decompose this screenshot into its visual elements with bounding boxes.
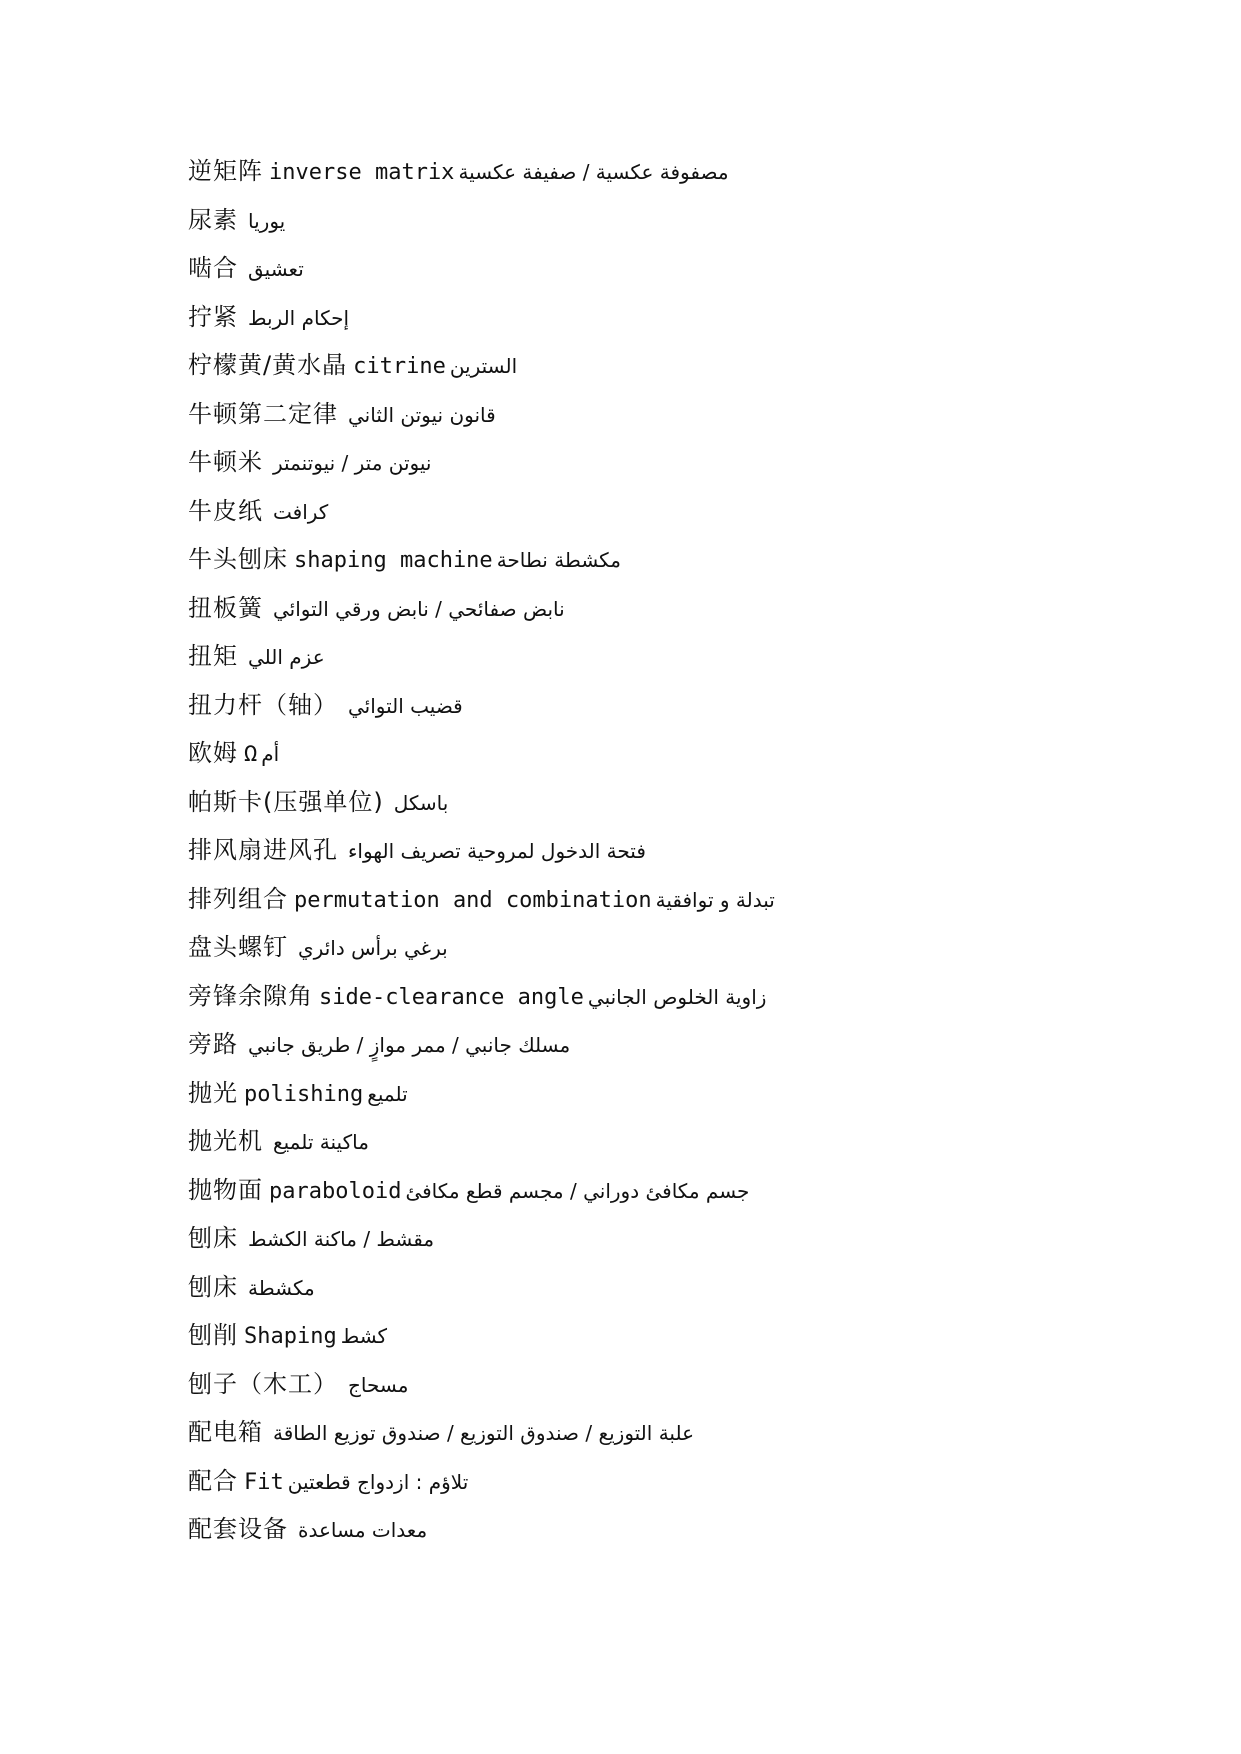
arabic-term: كرافت: [273, 499, 329, 524]
chinese-term: 扭矩: [188, 642, 238, 670]
glossary-entry: [188, 1029, 1188, 1078]
chinese-term: 配套设备: [188, 1515, 288, 1543]
chinese-term: 抛物面: [188, 1175, 263, 1204]
english-term: side-clearance angle: [319, 984, 584, 1010]
chinese-term: 逆矩阵: [188, 157, 263, 185]
chinese-term: 盘头螺钉: [188, 933, 288, 961]
glossary-entry: [188, 253, 1188, 302]
arabic-term: قضيب التوائي: [348, 693, 463, 718]
arabic-term: باسكل: [393, 790, 449, 815]
arabic-term: نابض صفائحي / نابض ورقي التوائي: [273, 596, 565, 621]
arabic-term: تلميع: [367, 1081, 408, 1106]
arabic-term: جسم مكافئ دوراني / مجسم قطع مكافئ: [405, 1178, 750, 1203]
chinese-term: 拧紧: [188, 302, 238, 331]
glossary-entry: [188, 1514, 1188, 1563]
glossary-entry: [188, 593, 1188, 642]
chinese-term: 柠檬黄/黄水晶: [188, 351, 348, 379]
arabic-term: فتحة الدخول لمروحية تصريف الهواء: [348, 839, 646, 863]
chinese-term: 配电箱: [188, 1418, 263, 1446]
glossary-entry: [188, 1126, 1188, 1175]
glossary-entry: [188, 981, 1188, 1030]
english-term: Shaping: [244, 1324, 337, 1349]
chinese-term: 抛光机: [188, 1127, 263, 1155]
arabic-term: إحكام الربط: [248, 305, 350, 330]
arabic-term: مكشطة: [248, 1275, 315, 1300]
english-term: polishing: [244, 1081, 364, 1107]
english-term: inverse matrix: [269, 160, 455, 185]
glossary-entry: [188, 496, 1188, 545]
glossary-entry: [188, 738, 1188, 787]
chinese-term: 牛顿第二定律: [188, 399, 338, 428]
english-term: shaping machine: [294, 548, 493, 573]
glossary-entry: [188, 1175, 1188, 1224]
glossary-entry: [188, 787, 1188, 836]
glossary-entry: [188, 1272, 1188, 1321]
glossary-entry: [188, 1320, 1188, 1369]
chinese-term: 排列组合: [188, 884, 288, 913]
chinese-term: 啮合: [188, 254, 238, 282]
chinese-term: 刨子（木工）: [188, 1369, 338, 1398]
english-term: citrine: [353, 354, 446, 379]
glossary-entry: [188, 690, 1188, 739]
chinese-term: 刨床: [188, 1224, 238, 1252]
chinese-term: 欧姆: [188, 739, 238, 767]
glossary-entry: [188, 884, 1188, 933]
arabic-term: تبدلة و توافقية: [655, 887, 775, 912]
arabic-term: السترين: [449, 354, 518, 378]
chinese-term: 帕斯卡(压强单位): [188, 787, 384, 816]
glossary-entry: [188, 1078, 1188, 1127]
chinese-term: 刨削: [188, 1321, 238, 1349]
chinese-term: 扭板簧: [188, 593, 263, 622]
chinese-term: 排风扇进风孔: [188, 836, 338, 864]
english-term: permutation and combination: [294, 887, 652, 913]
arabic-term: مسلك جانبي / ممر موازٍ / طريق جانبي: [248, 1033, 571, 1057]
arabic-term: تلاؤم : ازدواج قطعتين: [287, 1469, 469, 1494]
chinese-term: 尿素: [188, 205, 238, 234]
arabic-term: علبة التوزيع / صندوق التوزيع / صندوق توزيع الطاقة: [273, 1421, 695, 1445]
english-term: Ω: [244, 742, 258, 767]
arabic-term: مكشطة نطاحة: [496, 548, 621, 572]
arabic-term: تعشيق: [248, 257, 304, 281]
glossary-entry: [188, 205, 1188, 254]
chinese-term: 牛顿米: [188, 448, 263, 476]
glossary-entry: [188, 835, 1188, 884]
arabic-term: ماكينة تلميع: [273, 1130, 369, 1154]
arabic-term: مقشط / ماكنة الكشط: [248, 1227, 435, 1251]
glossary-entry: [188, 399, 1188, 448]
english-term: paraboloid: [269, 1178, 402, 1204]
arabic-term: نيوتن متر / نيوتنمتر: [273, 451, 432, 475]
chinese-term: 旁锋余隙角: [188, 981, 313, 1010]
glossary-entry: [188, 447, 1188, 496]
arabic-term: كشط: [340, 1324, 388, 1348]
chinese-term: 牛皮纸: [188, 496, 263, 525]
chinese-term: 牛头刨床: [188, 545, 288, 573]
chinese-term: 旁路: [188, 1030, 238, 1058]
arabic-term: عزم اللي: [248, 645, 325, 669]
chinese-term: 抛光: [188, 1078, 238, 1107]
arabic-term: مصفوفة عكسية / صفيفة عكسية: [458, 160, 729, 184]
chinese-term: 扭力杆（轴）: [188, 690, 338, 719]
glossary-entry: [188, 932, 1188, 981]
arabic-term: أم: [261, 742, 280, 766]
glossary-entry: [188, 350, 1188, 399]
arabic-term: يوريا: [248, 208, 286, 233]
glossary-entry: [188, 641, 1188, 690]
glossary-entry: [188, 156, 1188, 205]
glossary-list: [188, 156, 1188, 1563]
glossary-entry: [188, 1417, 1188, 1466]
glossary-entry: [188, 1369, 1188, 1418]
arabic-term: مسحاج: [348, 1372, 409, 1397]
glossary-entry: [188, 1223, 1188, 1272]
chinese-term: 刨床: [188, 1272, 238, 1301]
glossary-entry: [188, 1466, 1188, 1515]
arabic-term: برغي برأس دائري: [298, 936, 448, 960]
english-term: Fit: [244, 1469, 284, 1495]
arabic-term: معدات مساعدة: [298, 1518, 428, 1542]
glossary-entry: [188, 544, 1188, 593]
chinese-term: 配合: [188, 1466, 238, 1495]
glossary-entry: [188, 302, 1188, 351]
arabic-term: زاوية الخلوص الجانبي: [587, 984, 767, 1009]
arabic-term: قانون نيوتن الثاني: [348, 402, 496, 427]
